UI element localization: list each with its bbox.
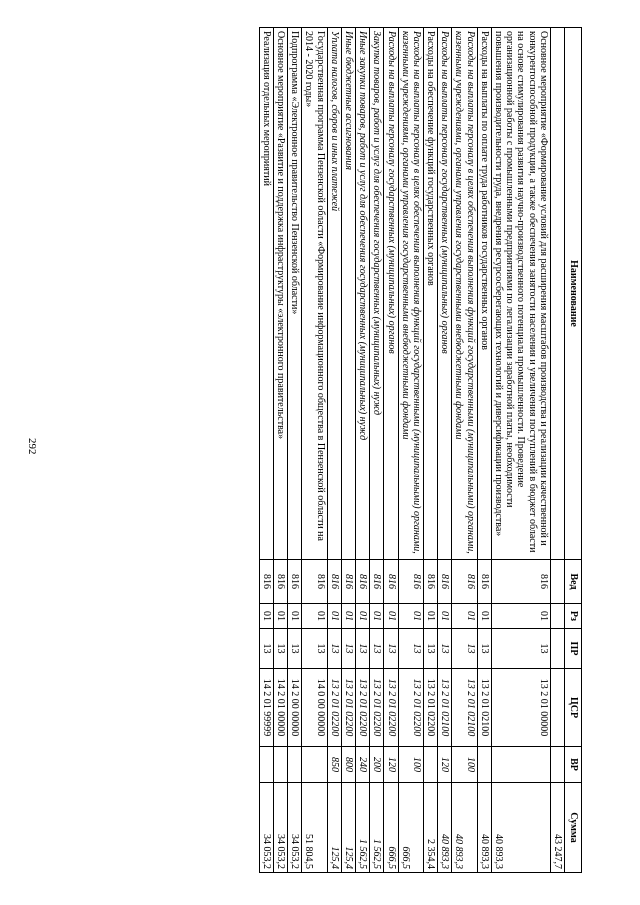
- col-header-csr: ЦСР: [565, 669, 582, 747]
- cell-csr: 14 2 01 99999: [259, 669, 273, 747]
- cell-rz: 01: [398, 604, 423, 629]
- cell-sum: 666,5: [384, 783, 398, 873]
- cell-ved: 816: [341, 560, 355, 604]
- cell-pr: [550, 629, 564, 669]
- cell-pr: 13: [398, 629, 423, 669]
- cell-vr: 240: [356, 747, 370, 783]
- cell-vr: 200: [370, 747, 384, 783]
- cell-sum: 40 893,3: [438, 783, 452, 873]
- cell-rz: 01: [273, 604, 287, 629]
- cell-sum: 34 053,2: [273, 783, 287, 873]
- cell-pr: 13: [327, 629, 341, 669]
- cell-pr: 13: [477, 629, 491, 669]
- cell-rz: 01: [438, 604, 452, 629]
- cell-name: Основное мероприятие «Развитие и поддержка инфраструктуры «электронного правительства»: [273, 28, 287, 560]
- cell-name: Реализация отдельных мероприятий: [259, 28, 273, 560]
- col-header-pr: ПР: [565, 629, 582, 669]
- cell-name: Расходы на выплаты персоналу государственных (муниципальных) органов: [384, 28, 398, 560]
- cell-rz: [550, 604, 564, 629]
- table-row: [356, 28, 370, 873]
- table-row: [452, 28, 477, 873]
- cell-sum: 1 562,5: [370, 783, 384, 873]
- cell-ved: 816: [491, 560, 550, 604]
- table-row: [384, 28, 398, 873]
- cell-csr: 14 2 00 00000: [288, 669, 302, 747]
- cell-ved: 816: [438, 560, 452, 604]
- cell-pr: 13: [384, 629, 398, 669]
- cell-ved: 816: [302, 560, 327, 604]
- rotated-page: [90, 27, 582, 872]
- cell-rz: 01: [259, 604, 273, 629]
- cell-rz: 01: [370, 604, 384, 629]
- cell-rz: 01: [384, 604, 398, 629]
- cell-name: Государственная программа Пензенской области «Формирование информационного общества в Пензенской области на 2014 - 2020 годы»: [302, 28, 327, 560]
- cell-vr: [288, 747, 302, 783]
- cell-rz: 01: [302, 604, 327, 629]
- cell-sum: 125,4: [327, 783, 341, 873]
- cell-csr: [550, 669, 564, 747]
- cell-csr: 13 2 01 02200: [356, 669, 370, 747]
- cell-csr: 13 2 01 02200: [398, 669, 423, 747]
- cell-csr: 13 2 01 00000: [491, 669, 550, 747]
- cell-rz: 01: [452, 604, 477, 629]
- cell-rz: 01: [423, 604, 437, 629]
- table-row: [423, 28, 437, 873]
- table-row: [438, 28, 452, 873]
- cell-vr: 120: [384, 747, 398, 783]
- header-row: [565, 28, 582, 873]
- cell-sum: 1 562,5: [356, 783, 370, 873]
- cell-name: Закупка товаров, работ и услуг для обеспечения государственных (муниципальных) нужд: [370, 28, 384, 560]
- cell-sum: 666,5: [398, 783, 423, 873]
- cell-pr: 13: [341, 629, 355, 669]
- table-row: [273, 28, 287, 873]
- cell-sum: 51 804,5: [302, 783, 327, 873]
- cell-pr: 13: [452, 629, 477, 669]
- cell-rz: 01: [491, 604, 550, 629]
- cell-rz: 01: [477, 604, 491, 629]
- cell-pr: 13: [302, 629, 327, 669]
- cell-name: Расходы на выплаты персоналу в целях обеспечения выполнения функций государственными (муниципальными) органами, казенными учреждениями, органами управления государственными внебюджетными фондами: [398, 28, 423, 560]
- table-row: [491, 28, 550, 873]
- cell-ved: 816: [259, 560, 273, 604]
- cell-pr: 13: [370, 629, 384, 669]
- cell-sum: 34 053,2: [288, 783, 302, 873]
- cell-vr: 100: [452, 747, 477, 783]
- cell-csr: 14 0 00 00000: [302, 669, 327, 747]
- col-header-name: Наименование: [565, 28, 582, 560]
- cell-vr: [477, 747, 491, 783]
- cell-csr: 13 2 01 02100: [477, 669, 491, 747]
- cell-name: Основное мероприятие «Формирование условий для расширения масштабов производства и реализации качественной и конкурентоспособной продукции, а также обеспечения занятости населения и увеличения поступлений в бюджет области на основе стимулирования развития научно-производственного потенциала промышленности. Проведение организационной работы с промышленными предприятиями по легализации заработной платы, необходимости повышения производительности труда, внедрения ресурсосберегающих технологий и диверсификации производства»: [491, 28, 550, 560]
- col-header-ved: Вед: [565, 560, 582, 604]
- page-number: 292: [26, 438, 38, 455]
- col-header-vr: ВР: [565, 747, 582, 783]
- cell-rz: 01: [327, 604, 341, 629]
- cell-vr: [423, 747, 437, 783]
- cell-vr: 800: [341, 747, 355, 783]
- cell-csr: 13 2 01 02100: [438, 669, 452, 747]
- cell-sum: 40 893,3: [491, 783, 550, 873]
- cell-ved: 816: [327, 560, 341, 604]
- cell-ved: 816: [398, 560, 423, 604]
- cell-pr: 13: [273, 629, 287, 669]
- cell-name: Расходы на выплаты персоналу государственных (муниципальных) органов: [438, 28, 452, 560]
- cell-csr: 13 2 01 02200: [423, 669, 437, 747]
- cell-name: Уплата налогов, сборов и иных платежей: [327, 28, 341, 560]
- cell-csr: 13 2 01 02200: [370, 669, 384, 747]
- cell-pr: 13: [259, 629, 273, 669]
- col-header-sum: Сумма: [565, 783, 582, 873]
- cell-sum: 34 053,2: [259, 783, 273, 873]
- table-row: [288, 28, 302, 873]
- cell-csr: 13 2 01 02200: [341, 669, 355, 747]
- cell-ved: 816: [452, 560, 477, 604]
- cell-pr: 13: [438, 629, 452, 669]
- cell-sum: 43 247,7: [550, 783, 564, 873]
- cell-sum: 40 893,3: [452, 783, 477, 873]
- cell-ved: 816: [273, 560, 287, 604]
- cell-pr: 13: [491, 629, 550, 669]
- cell-csr: 13 2 01 02200: [327, 669, 341, 747]
- cell-pr: 13: [288, 629, 302, 669]
- table-row: [370, 28, 384, 873]
- cell-ved: 816: [370, 560, 384, 604]
- col-header-rz: Рз: [565, 604, 582, 629]
- cell-name: [550, 28, 564, 560]
- cell-vr: [550, 747, 564, 783]
- cell-ved: 816: [477, 560, 491, 604]
- table-row: [477, 28, 491, 873]
- cell-ved: 816: [288, 560, 302, 604]
- cell-ved: 816: [384, 560, 398, 604]
- cell-vr: [491, 747, 550, 783]
- cell-sum: 40 893,3: [477, 783, 491, 873]
- cell-ved: 816: [423, 560, 437, 604]
- cell-csr: 13 2 01 02100: [452, 669, 477, 747]
- budget-table: [259, 27, 582, 873]
- cell-name: Подпрограмма «Электронное правительство Пензенской области»: [288, 28, 302, 560]
- cell-vr: 850: [327, 747, 341, 783]
- cell-vr: [259, 747, 273, 783]
- cell-pr: 13: [423, 629, 437, 669]
- table-row: [341, 28, 355, 873]
- cell-name: Расходы на выплаты по оплате труда работников государственных органов: [477, 28, 491, 560]
- cell-vr: 120: [438, 747, 452, 783]
- cell-name: Иные бюджетные ассигнования: [341, 28, 355, 560]
- cell-pr: 13: [356, 629, 370, 669]
- cell-ved: 816: [356, 560, 370, 604]
- cell-vr: 100: [398, 747, 423, 783]
- cell-name: Расходы на выплаты персоналу в целях обеспечения выполнения функций государственными (муниципальными) органами, казенными учреждениями, органами управления государственными внебюджетными фондами: [452, 28, 477, 560]
- table-row: [550, 28, 564, 873]
- cell-vr: [273, 747, 287, 783]
- cell-rz: 01: [341, 604, 355, 629]
- table-row: [259, 28, 273, 873]
- cell-sum: 125,4: [341, 783, 355, 873]
- cell-csr: 14 2 01 00000: [273, 669, 287, 747]
- cell-vr: [302, 747, 327, 783]
- cell-csr: 13 2 01 02200: [384, 669, 398, 747]
- table-row: [398, 28, 423, 873]
- table-row: [327, 28, 341, 873]
- cell-rz: 01: [356, 604, 370, 629]
- cell-ved: [550, 560, 564, 604]
- cell-name: Расходы на обеспечение функций государственных органов: [423, 28, 437, 560]
- cell-sum: 2 354,4: [423, 783, 437, 873]
- cell-name: Иные закупки товаров, работ и услуг для обеспечения государственных (муниципальных) нужд: [356, 28, 370, 560]
- cell-rz: 01: [288, 604, 302, 629]
- table-row: [302, 28, 327, 873]
